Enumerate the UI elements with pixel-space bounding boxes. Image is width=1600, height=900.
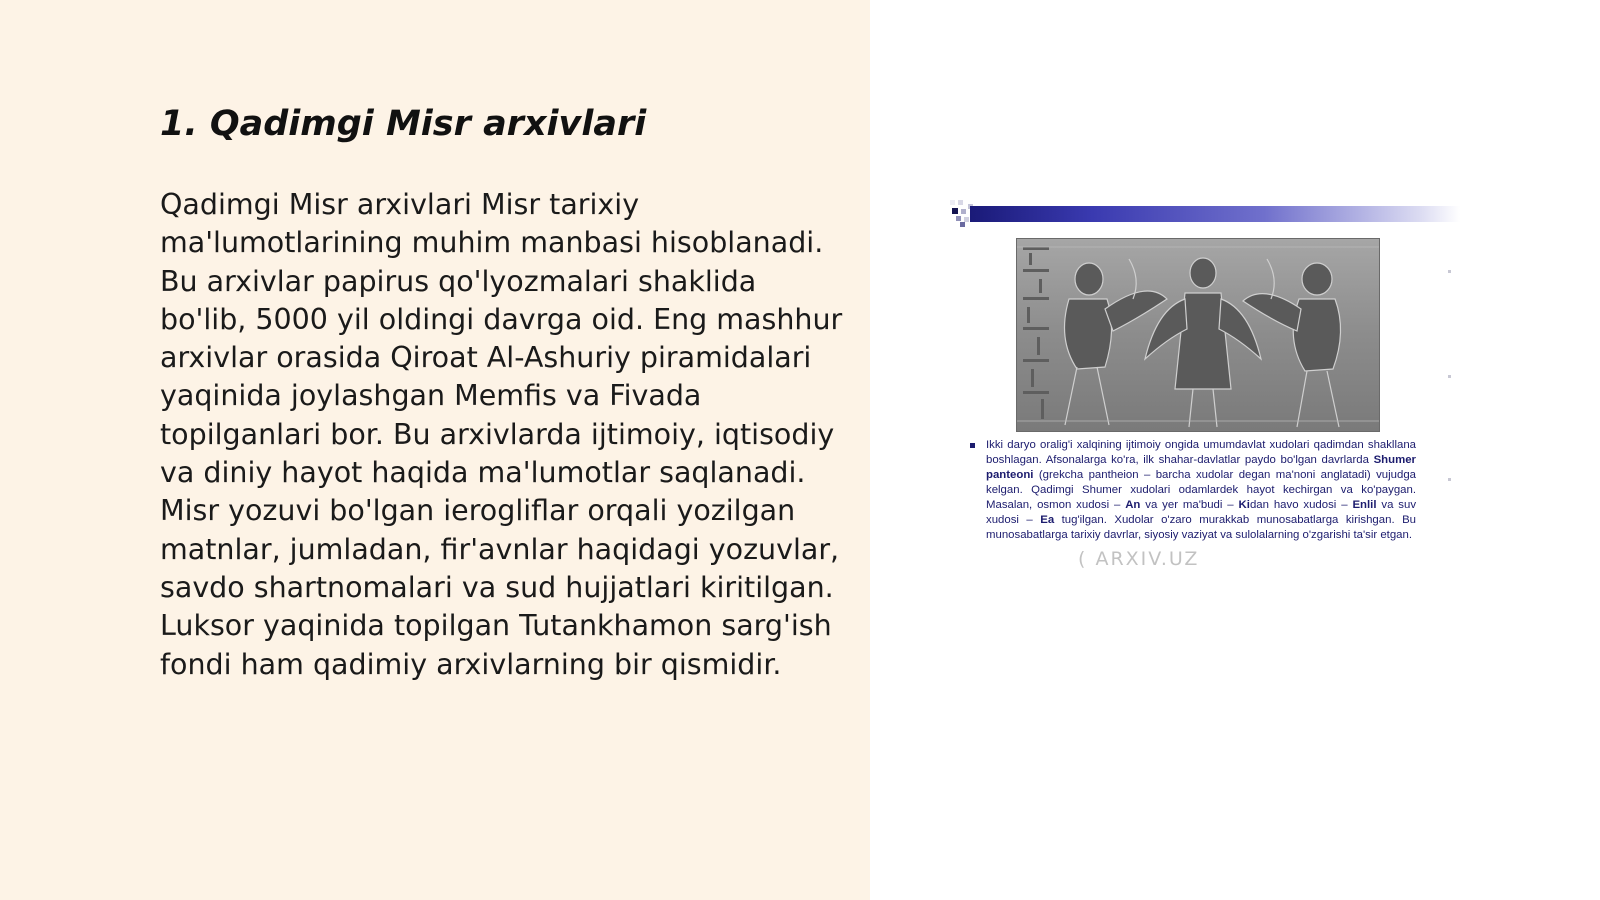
slide-title: 1. Qadimgi Misr arxivlari — [160, 104, 647, 144]
cylinder-seal-relief-image — [1016, 238, 1380, 432]
caption-bold-ea: Ea — [1040, 514, 1055, 526]
edge-dot — [1448, 375, 1451, 378]
caption-bold-an: An — [1125, 499, 1141, 511]
title-gradient-bar — [970, 206, 1460, 222]
caption-text-3: va yer ma'budi – — [1140, 499, 1239, 511]
embedded-slide-image — [948, 200, 1448, 580]
watermark: ( ARXIV.UZ — [1078, 548, 1200, 570]
caption-bold-shumer-panteoni: Shumer panteoni — [986, 454, 1416, 481]
edge-dot — [1448, 270, 1451, 273]
body-text: Qadimgi Misr arxivlari Misr tarixiy ma'lumotlarining muhim manbasi hisoblanadi. Bu arxivlar papirus qo'lyozmalari shaklida bo'lib, 5000 yil oldingi davrga oid. Eng mashhur arxivlar orasida Qiroat Al-Ashuriy piramidalari yaqinida joylashgan Memfis va Fivada topilganlari bor. Bu arxivlarda ijtimoiy, iqtisodiy va diniy hayot haqida ma'lumotlar saqlanadi. Misr yozuvi bo'lgan ierogliflar orqali yozilgan matnlar, jumladan, fir'avnlar haqidagi yozuvlar, savdo shartnomalari va sud hujjatlari kiritilgan. Luksor yaqinida topilgan Tutankhamon sarg'ish fondi ham qadimiy arxivlarning bir qismidir. — [160, 188, 843, 681]
caption-bullet-icon — [970, 443, 975, 448]
caption-text-1: Ikki daryo oralig'i xalqining ijtimoiy ongida umumdavlat xudolari qadimdan shakllana boshlagan. Afsonalarga ko'ra, ilk shahar-davlatlar paydo bo'lgan davrlarda — [986, 439, 1416, 466]
caption-text-5: va suv xudosi – — [986, 499, 1417, 526]
caption-bold-enlil: Enlil — [1352, 499, 1377, 511]
caption-bold-ki: Ki — [1238, 499, 1250, 511]
watermark-text: ARXIV.UZ — [1095, 548, 1200, 570]
caption-text-2: (grekcha pantheion – barcha xudolar degan ma'noni anglatadi) vujudga kelgan. Qadimgi Shumer xudolari odamlardek hayot kechirgan va ko'paygan. Masalan, osmon xudosi – — [986, 469, 1416, 511]
caption-text-4: dan havo xudosi – — [1249, 499, 1353, 511]
image-caption — [970, 438, 1416, 543]
edge-dot — [1448, 478, 1451, 481]
caption-text-6: tug'ilgan. Xudolar o'zaro murakkab munosabatlarga kirishgan. Bu munosabatlarga tarixiy davrlar, siyosiy vaziyat va sulolalarning o'zgarishi ta'sir etgan. — [986, 514, 1417, 541]
